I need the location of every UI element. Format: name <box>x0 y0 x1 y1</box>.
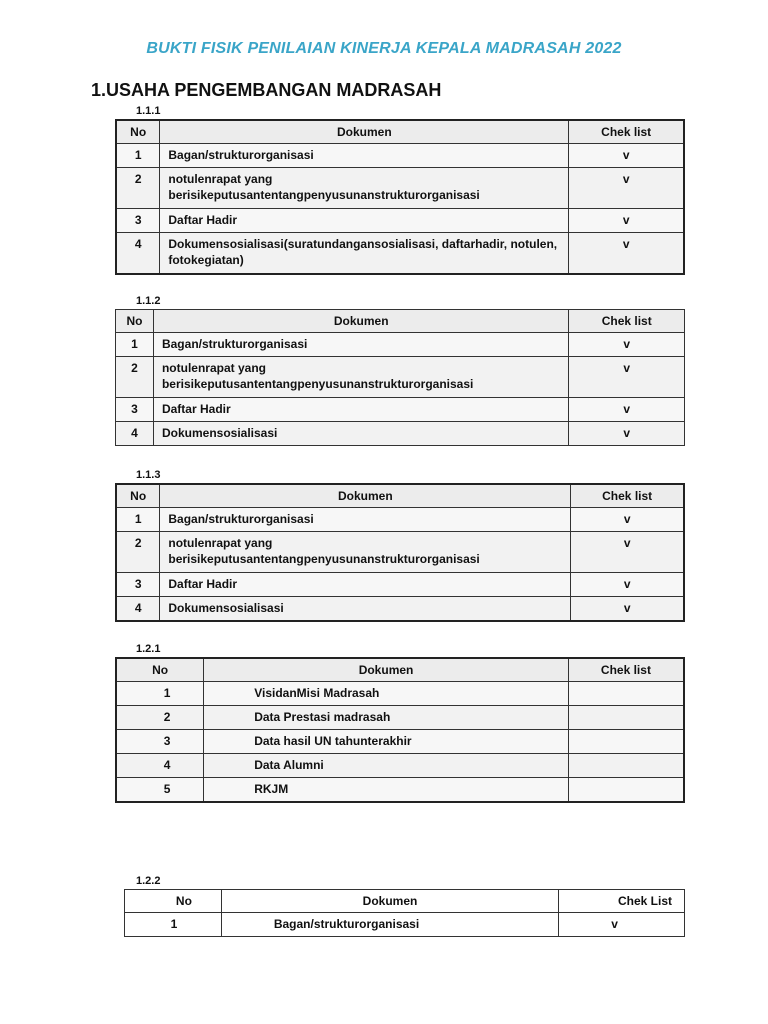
table-1-1-2 <box>115 309 685 446</box>
table-1-1-1 <box>115 119 685 275</box>
cell-check <box>568 682 684 706</box>
table-row <box>116 233 684 274</box>
section-label-1-1-3: 1.1.3 <box>136 469 161 481</box>
cell-no: 3 <box>116 209 160 233</box>
table-row <box>116 168 684 209</box>
cell-check: v <box>571 573 684 597</box>
cell-dokumen: notulenrapat yang berisikeputusantentangpenyusunanstrukturorganisasi <box>160 168 569 209</box>
page-title: BUKTI FISIK PENILAIAN KINERJA KEPALA MADRASAH 2022 <box>146 40 622 57</box>
table-row <box>116 209 684 233</box>
cell-dokumen: Dokumensosialisasi <box>153 422 568 446</box>
cell-check <box>568 730 684 754</box>
cell-no: 1 <box>116 333 154 357</box>
table-row <box>116 573 684 597</box>
cell-check: v <box>571 508 684 532</box>
table-row <box>116 357 685 398</box>
table-row <box>116 778 684 802</box>
cell-no: 1 <box>125 913 222 937</box>
header-check: Chek list <box>568 658 684 682</box>
cell-dokumen: Daftar Hadir <box>160 573 571 597</box>
header-dokumen: Dokumen <box>160 120 569 144</box>
cell-dokumen: VisidanMisi Madrasah <box>204 682 569 706</box>
table-1-2-2 <box>124 889 685 937</box>
cell-check <box>568 754 684 778</box>
table-row <box>116 597 684 621</box>
cell-no: 3 <box>116 730 204 754</box>
cell-no: 1 <box>116 508 160 532</box>
cell-no: 2 <box>116 168 160 209</box>
cell-dokumen: RKJM <box>204 778 569 802</box>
section-label-1-1-1: 1.1.1 <box>136 105 161 117</box>
cell-check: v <box>569 333 685 357</box>
table-header-row <box>116 310 685 333</box>
cell-no: 4 <box>116 754 204 778</box>
cell-check: v <box>559 913 685 937</box>
cell-dokumen: Data Prestasi madrasah <box>204 706 569 730</box>
section-label-1-2-2: 1.2.2 <box>136 875 161 887</box>
cell-check: v <box>569 233 684 274</box>
table-header-row <box>116 120 684 144</box>
table-row <box>116 730 684 754</box>
cell-dokumen: Bagan/strukturorganisasi <box>221 913 558 937</box>
cell-check: v <box>569 168 684 209</box>
table-header-row <box>116 658 684 682</box>
header-dokumen: Dokumen <box>160 484 571 508</box>
header-no: No <box>116 120 160 144</box>
cell-no: 1 <box>116 144 160 168</box>
cell-check: v <box>569 144 684 168</box>
cell-dokumen: Bagan/strukturorganisasi <box>160 144 569 168</box>
table-row <box>125 913 685 937</box>
cell-no: 3 <box>116 573 160 597</box>
cell-check: v <box>569 357 685 398</box>
cell-dokumen: Daftar Hadir <box>160 209 569 233</box>
header-dokumen: Dokumen <box>221 890 558 913</box>
header-dokumen: Dokumen <box>153 310 568 333</box>
section-label-1-1-2: 1.1.2 <box>136 295 161 307</box>
cell-no: 2 <box>116 532 160 573</box>
cell-no: 4 <box>116 597 160 621</box>
cell-no: 4 <box>116 233 160 274</box>
header-check: Chek list <box>571 484 684 508</box>
cell-check: v <box>569 398 685 422</box>
cell-dokumen: Bagan/strukturorganisasi <box>153 333 568 357</box>
table-row <box>116 333 685 357</box>
cell-dokumen: Daftar Hadir <box>153 398 568 422</box>
cell-no: 3 <box>116 398 154 422</box>
table-row <box>116 706 684 730</box>
cell-no: 5 <box>116 778 204 802</box>
header-check: Chek list <box>569 120 684 144</box>
cell-dokumen: Dokumensosialisasi <box>160 597 571 621</box>
header-no: No <box>125 890 222 913</box>
cell-check: v <box>571 597 684 621</box>
header-check: Chek List <box>559 890 685 913</box>
header-no: No <box>116 658 204 682</box>
cell-no: 1 <box>116 682 204 706</box>
section-label-1-2-1: 1.2.1 <box>136 643 161 655</box>
cell-no: 2 <box>116 706 204 730</box>
header-check: Chek list <box>569 310 685 333</box>
cell-check <box>568 778 684 802</box>
cell-dokumen: notulenrapat yang berisikeputusantentangpenyusunanstrukturorganisasi <box>153 357 568 398</box>
table-row <box>116 508 684 532</box>
cell-dokumen: Bagan/strukturorganisasi <box>160 508 571 532</box>
table-row <box>116 422 685 446</box>
table-row <box>116 398 685 422</box>
cell-dokumen: Data Alumni <box>204 754 569 778</box>
table-1-2-1 <box>115 657 685 803</box>
table-row <box>116 754 684 778</box>
header-dokumen: Dokumen <box>204 658 569 682</box>
section-heading: 1.USAHA PENGEMBANGAN MADRASAH <box>91 80 442 100</box>
table-row <box>116 532 684 573</box>
cell-no: 2 <box>116 357 154 398</box>
cell-no: 4 <box>116 422 154 446</box>
cell-check: v <box>569 422 685 446</box>
table-header-row <box>116 484 684 508</box>
cell-check <box>568 706 684 730</box>
table-row <box>116 144 684 168</box>
table-row <box>116 682 684 706</box>
cell-check: v <box>569 209 684 233</box>
header-no: No <box>116 484 160 508</box>
header-no: No <box>116 310 154 333</box>
cell-dokumen: Dokumensosialisasi(suratundangansosialisasi, daftarhadir, notulen, fotokegiatan) <box>160 233 569 274</box>
cell-check: v <box>571 532 684 573</box>
cell-dokumen: notulenrapat yang berisikeputusantentangpenyusunanstrukturorganisasi <box>160 532 571 573</box>
cell-dokumen: Data hasil UN tahunterakhir <box>204 730 569 754</box>
table-header-row <box>125 890 685 913</box>
table-1-1-3 <box>115 483 685 622</box>
